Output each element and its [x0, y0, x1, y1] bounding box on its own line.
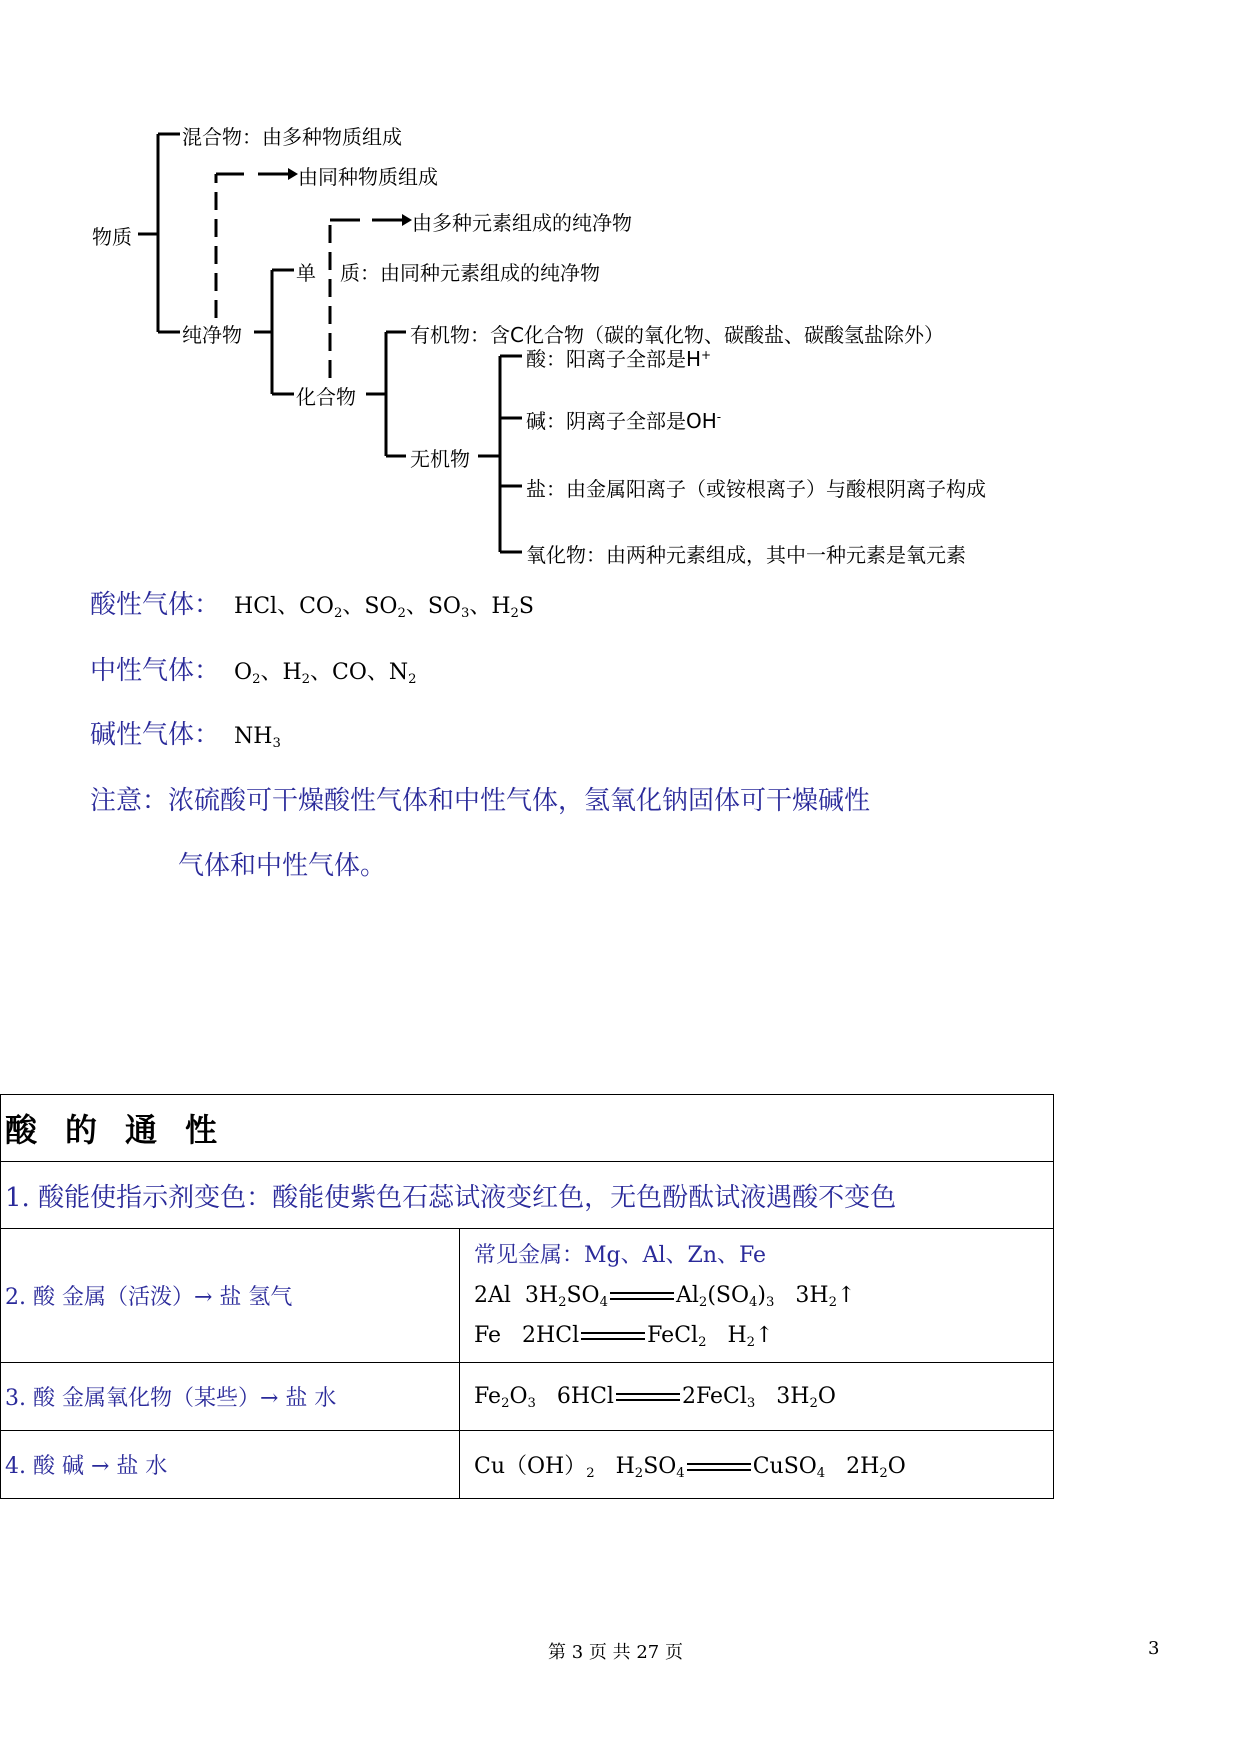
tree-element: 质：由同种元素组成的纯净物 [340, 261, 600, 285]
acidic-gases: 酸性气体： HCl、$CO_2$、$SO_2$、$SO_3$、$H_2S$ [90, 590, 534, 621]
table-row-base-right: $Cu(OH)_2$ $H_2SO_4$ CuSO$_4$ $2H_2O$ [460, 1431, 1054, 1499]
tree-pure-arrow-text: 由同种物质组成 [298, 165, 438, 189]
equation-al: 2Al $3H_2SO_4$ $Al_2(SO_4)_3$ $3H_2↑$ [474, 1282, 856, 1310]
basic-gases: 碱性气体： $NH_3$ [90, 720, 281, 751]
table-title: 酸的通性 [1, 1095, 1054, 1162]
tree-acid: 酸：阳离子全部是H+ [526, 347, 712, 371]
tree-compound: 化合物 [296, 385, 356, 409]
table-row-indicator: 1. 酸能使指示剂变色：酸能使紫色石蕊试液变红色，无色酚酞试液遇酸不变色 [1, 1162, 1054, 1229]
tree-mixture: 混合物：由多种物质组成 [182, 125, 402, 149]
common-metals: 常见金属：Mg、Al、Zn、Fe [474, 1242, 767, 1268]
table-row-metal-right [460, 1229, 1054, 1363]
page-number: 3 [1148, 1638, 1160, 1659]
equation-fe: Fe 2HCl FeCl$_2$ $H_2↑$ [474, 1322, 774, 1350]
tree-compound-arrow-text: 由多种元素组成的纯净物 [412, 211, 632, 235]
note-line-2: 气体和中性气体。 [178, 851, 387, 881]
table-row-oxide-left: 3. 酸 金属氧化物（某些）→ 盐 水 [1, 1363, 460, 1431]
tree-base: 碱：阴离子全部是OH- [526, 409, 722, 433]
table-row-metal-left: 2. 酸 金属（活泼）→ 盐 氢气 [1, 1229, 460, 1363]
page-footer: 第 3 页 共 27 页 [548, 1642, 683, 1663]
acid-properties-table [0, 1094, 1054, 1499]
tree-root: 物质 [92, 225, 132, 249]
table-row-oxide-right: $Fe_2O_3$ 6HCl 2FeCl$_3$ $3H_2O$ [460, 1363, 1054, 1431]
tree-element-char: 单 [296, 261, 316, 285]
tree-organic: 有机物：含C化合物（碳的氧化物、碳酸盐、碳酸氢盐除外） [410, 323, 944, 347]
tree-oxide: 氧化物：由两种元素组成，其中一种元素是氧元素 [526, 543, 966, 567]
tree-salt: 盐：由金属阳离子（或铵根离子）与酸根阴离子构成 [526, 477, 986, 501]
tree-inorganic: 无机物 [410, 447, 470, 471]
note-line-1: 注意：浓硫酸可干燥酸性气体和中性气体，氢氧化钠固体可干燥碱性 [90, 786, 871, 816]
neutral-gases: 中性气体： $O_2$、$H_2$、CO、$N_2$ [90, 656, 417, 687]
tree-pure: 纯净物 [182, 323, 242, 347]
table-row-base-left: 4. 酸 碱 → 盐 水 [1, 1431, 460, 1499]
